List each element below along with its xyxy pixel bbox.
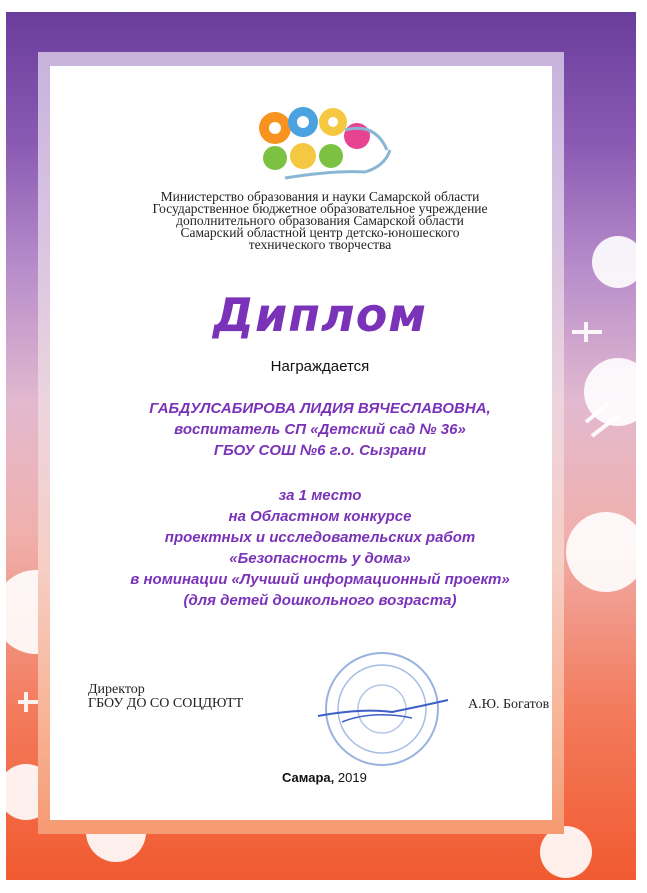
recipient-name: ГАБДУЛСАБИРОВА ЛИДИЯ ВЯЧЕСЛАВОВНА, <box>149 400 491 417</box>
achievement-line: в номинации «Лучший информационный проект» <box>130 571 510 588</box>
ministry-line: дополнительного образования Самарской области <box>176 213 464 228</box>
achievement-line: «Безопасность у дома» <box>229 550 411 567</box>
diploma-title: Диплом <box>213 288 427 342</box>
signature-position: Директор <box>88 682 145 697</box>
recipient-block <box>80 398 560 461</box>
ministry-line: Министерство образования и науки Самарской области <box>160 189 480 204</box>
official-stamp <box>312 648 452 770</box>
signature-name: А.Ю. Богатов <box>468 697 550 712</box>
place-date <box>282 770 367 785</box>
center-logo <box>245 100 395 182</box>
ministry-header <box>110 191 530 251</box>
awarded-text: Награждается <box>270 358 370 375</box>
signature-organization: ГБОУ ДО СО СОЦДЮТТ <box>88 696 244 711</box>
recipient-position: воспитатель СП «Детский сад № 36» <box>174 421 466 438</box>
ministry-line: технического творчества <box>248 237 392 252</box>
achievement-line: проектных и исследовательских работ <box>164 529 476 546</box>
ministry-line: Самарский областной центр детско-юношеского <box>180 225 460 240</box>
city-text: Самара, <box>282 770 335 785</box>
signature-label <box>88 683 243 711</box>
year-text: 2019 <box>337 770 367 785</box>
achievement-line: за 1 место <box>278 487 362 504</box>
recipient-school: ГБОУ СОШ №6 г.о. Сызрани <box>213 442 427 459</box>
achievement-block <box>80 485 560 611</box>
achievement-line: на Областном конкурсе <box>228 508 412 525</box>
achievement-line: (для детей дошкольного возраста) <box>183 592 457 609</box>
ministry-line: Государственное бюджетное образовательное учреждение <box>152 201 488 216</box>
